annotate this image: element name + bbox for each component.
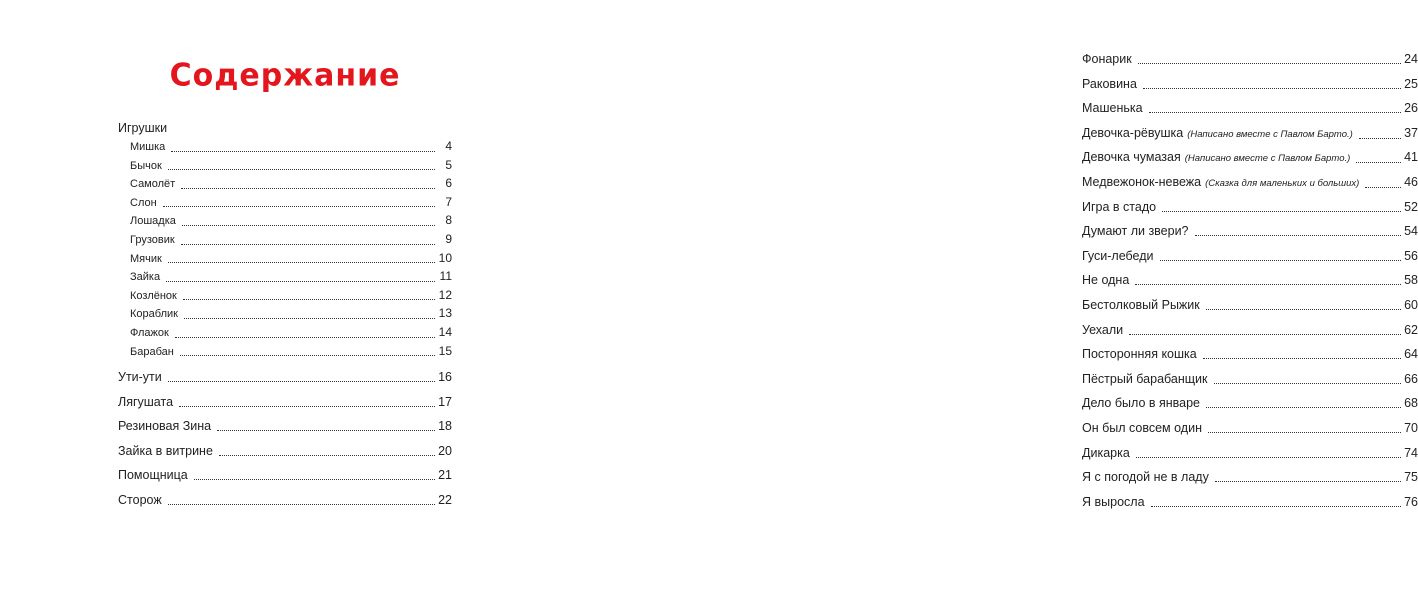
page-number: 66 [1404,371,1418,386]
toc-entry[interactable] [1082,420,1418,436]
page-number: 70 [1404,421,1418,435]
toc-entry[interactable] [118,394,452,410]
entry-title: Бестолковый Рыжик [1082,298,1200,312]
page-number: 6 [445,176,452,191]
entry-title: Я выросла [1082,494,1145,509]
toc-entry[interactable] [1082,76,1418,92]
dot-leader [180,354,435,356]
entry-title: Лошадка [130,215,176,228]
toc-entry[interactable] [130,157,452,174]
dot-leader [1208,431,1401,433]
page-number: 9 [445,232,452,246]
entry-title: Зайка в витрине [118,443,213,458]
page-number: 5 [445,157,452,172]
entry-title: Раковина [1082,76,1137,91]
entry-title: Думают ли звери? [1082,224,1189,239]
toc-entry[interactable] [118,492,452,508]
page-number: 14 [438,325,452,339]
right-page [512,0,1418,600]
entry-title: Посторонняя кошка [1082,347,1197,362]
entry-title: Кораблик [130,308,178,321]
toc-entry[interactable] [118,467,452,483]
dot-leader [1215,480,1401,482]
page-title: Содержание [169,57,401,94]
entry-title: Гуси-лебеди [1082,248,1154,263]
page-number: 68 [1404,396,1418,411]
entry-title: Игра в стадо [1082,199,1157,214]
dot-leader [1138,62,1401,64]
entry-title: Самолёт [130,178,176,191]
dot-leader [1136,456,1401,458]
entry-title: Ути-ути [118,370,162,384]
toc-entry[interactable] [1082,297,1418,313]
toc-entry[interactable] [118,443,452,459]
entry-title: Слон [130,196,157,209]
page-number: 54 [1404,224,1418,239]
dot-leader [1160,259,1402,261]
toc-entry[interactable] [1082,100,1418,116]
page-number: 74 [1404,445,1418,460]
toc-entry[interactable] [1082,199,1418,215]
entry-title: Я с погодой не в ладу [1082,470,1209,485]
page-number: 8 [445,213,452,228]
page-number: 62 [1404,322,1418,337]
entry-title: Козлёнок [130,289,177,302]
entry-title: Уехали [1082,322,1124,337]
entry-title: Бычок [130,159,162,172]
dot-leader [1149,111,1401,113]
dot-leader [181,187,435,189]
entry-title: Девочка чумазая [1082,150,1181,165]
page-number: 24 [1404,52,1418,66]
toc-entry[interactable] [130,194,452,211]
toc-entry[interactable] [130,324,452,341]
page-number: 52 [1404,199,1418,214]
dot-leader [219,454,435,456]
toc-entry[interactable] [1082,51,1418,67]
toc-entry[interactable] [130,305,452,322]
toc-entry[interactable] [1082,445,1418,461]
entry-note: (Написано вместе с Павлом Барто.) [1187,128,1353,140]
entry-title: Грузовик [130,234,175,246]
page-number: 37 [1404,125,1418,140]
page-number: 16 [438,370,452,384]
dot-leader [1206,308,1401,310]
dot-leader [1206,406,1401,408]
entry-title: Лягушата [118,394,174,409]
dot-leader [166,280,435,282]
dot-leader [168,261,435,263]
toc-entry[interactable] [1082,371,1418,387]
toc-entry[interactable] [1082,174,1418,192]
dot-leader [217,429,435,431]
entry-title: Барабан [130,345,174,358]
page-number: 21 [438,468,452,482]
entry-title: Резиновая Зина [118,419,212,433]
page-number: 41 [1404,150,1418,165]
page-number: 22 [438,492,452,507]
left-page [0,0,512,600]
toc-entry[interactable] [130,287,452,304]
toc-entry[interactable] [130,268,452,285]
dot-leader [182,224,435,226]
dot-leader [1365,186,1401,188]
toc-entry[interactable] [1082,494,1418,510]
toc-entry[interactable] [130,175,452,192]
dot-leader [168,168,435,170]
entry-title: Он был совсем один [1082,421,1202,435]
page-number: 13 [438,306,452,321]
entry-title: Помощница [118,468,188,482]
entry-title: Машенька [1082,101,1143,116]
entry-title: Девочка-рёвушка [1082,125,1184,140]
toc-entry[interactable] [1082,322,1418,338]
dot-leader [1195,234,1402,236]
dot-leader [184,317,435,319]
toc-entry[interactable] [1082,125,1418,143]
entry-title: Фонарик [1082,52,1132,66]
page-number: 11 [439,269,452,284]
dot-leader [168,503,435,505]
toc-entry[interactable] [1082,223,1418,239]
toc-entry[interactable] [130,212,452,229]
page-number: 60 [1404,298,1418,312]
toc-entry[interactable] [1082,469,1418,485]
dot-leader [183,298,435,300]
page-number: 46 [1404,175,1418,189]
dot-leader [1143,87,1401,89]
toc-entry[interactable] [130,231,452,248]
entry-title: Зайка [130,271,161,284]
page-number: 58 [1404,273,1418,288]
entry-title: Мячик [130,252,162,265]
dot-leader [181,243,435,245]
page-number: 10 [438,250,452,265]
toc-entry[interactable] [1082,248,1418,264]
page-number: 17 [438,394,452,409]
page-number: 25 [1404,76,1418,91]
entry-title: Сторож [118,492,162,507]
dot-leader [168,380,435,382]
page-number: 4 [445,139,452,153]
dot-leader [1203,357,1401,359]
page-number: 15 [438,343,452,358]
dot-leader [179,405,435,407]
dot-leader [1162,210,1401,212]
dot-leader [194,478,435,480]
entry-title: Не одна [1082,273,1130,288]
page-number: 56 [1404,248,1418,263]
toc-entry[interactable] [118,369,452,385]
page-number: 18 [438,419,452,433]
page-number: 75 [1404,470,1418,485]
toc-entry[interactable] [1082,272,1418,288]
toc-entry[interactable] [130,138,452,155]
page-number: 20 [438,443,452,458]
page-number: 26 [1404,101,1418,116]
dot-leader [163,205,435,207]
toc-entry[interactable] [130,250,452,267]
dot-leader [1135,283,1401,285]
toc-entry[interactable] [118,418,452,434]
page-number: 76 [1404,494,1418,509]
toc-entry[interactable] [1082,149,1418,167]
dot-leader [1129,333,1401,335]
entry-title: Мишка [130,141,166,153]
dot-leader [1356,161,1401,163]
entry-title: Медвежонок-невежа [1082,175,1202,189]
dot-leader [1151,505,1402,507]
toc-entry[interactable] [130,343,452,360]
entry-title: Флажок [130,327,169,339]
dot-leader [1359,137,1401,139]
dot-leader [171,150,435,152]
page-number: 12 [438,287,452,302]
page-number: 7 [445,194,452,209]
page-number: 64 [1404,347,1418,362]
section-heading: Игрушки [118,121,168,135]
toc-entry[interactable] [1082,395,1418,411]
toc-entry[interactable] [1082,346,1418,362]
entry-title: Дикарка [1082,445,1130,460]
entry-note: (Сказка для маленьких и больших) [1205,178,1360,189]
entry-title: Пёстрый барабанщик [1082,371,1208,386]
entry-title: Дело было в январе [1082,396,1201,411]
dot-leader [1214,382,1402,384]
dot-leader [175,336,435,338]
entry-note: (Написано вместе с Павлом Барто.) [1184,153,1351,165]
